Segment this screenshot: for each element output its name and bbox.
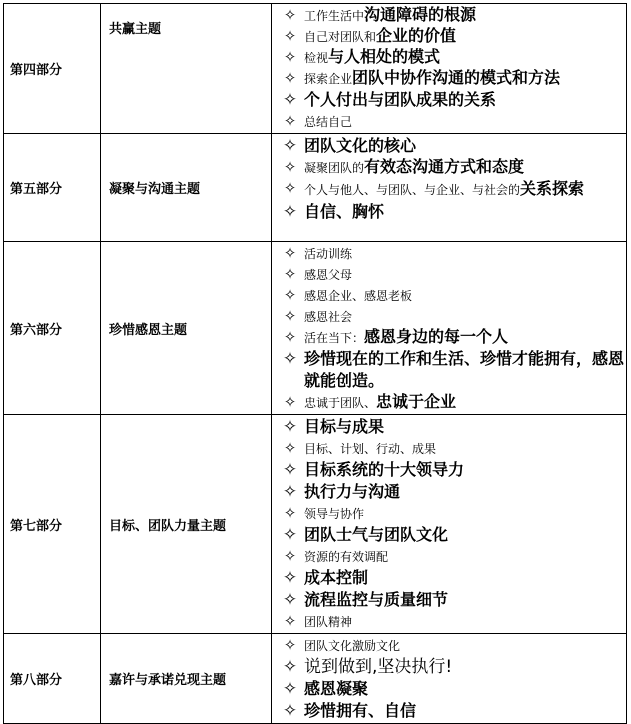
list-item [280,503,626,524]
topic-list [280,135,626,223]
diamond-bullet-icon: ✧ [283,69,297,87]
item-emphasis: 团队中协作沟通的模式和方法 [352,68,561,87]
diamond-bullet-icon: ✧ [283,179,297,197]
course-table [3,3,627,724]
list-item [280,327,626,348]
item-text: 感恩社会 [304,310,353,324]
item-text: 自己对团队和 [304,30,377,44]
diamond-bullet-icon: ✧ [283,6,297,24]
diamond-bullet-icon: ✧ [283,112,297,130]
theme-label: 共赢主题 [101,4,272,134]
list-item [280,243,626,264]
table-row [4,134,627,242]
diamond-bullet-icon: ✧ [282,349,298,369]
item-text: 凝聚团队的 [304,161,365,175]
item-emphasis: 感恩身边的每一个人 [364,327,509,346]
item-text: 工作生活中 [304,9,365,23]
item-text: 活在当下： [304,331,365,345]
part-label: 第八部分 [4,634,101,724]
diamond-bullet-icon: ✧ [282,90,298,110]
item-text: 领导与协作 [304,507,365,521]
item-emphasis: 个人付出与团队成果的关系 [304,90,497,109]
item-emphasis: 沟通障碍的根源 [364,5,477,24]
diamond-bullet-icon: ✧ [282,460,298,480]
item-emphasis: 团队文化的核心 [304,136,417,155]
topic-list [280,5,626,132]
list-item [280,524,626,546]
item-emphasis: 目标系统的十大领导力 [304,460,465,479]
list-item [280,285,626,306]
diamond-bullet-icon: ✧ [283,48,297,66]
diamond-bullet-icon: ✧ [283,27,297,45]
item-emphasis: 企业的价值 [376,26,457,45]
list-item [280,47,626,68]
diamond-bullet-icon: ✧ [283,612,297,630]
item-text: 团队文化激励文化 [304,639,401,653]
topic-list-cell [272,134,627,242]
list-item [280,348,626,392]
list-item [280,264,626,285]
topic-list [280,416,626,632]
item-emphasis: 流程监控与质量细节 [304,590,449,609]
diamond-bullet-icon: ✧ [282,590,298,610]
list-item [280,392,626,413]
item-text: 感恩父母 [304,268,353,282]
list-item [280,635,626,656]
diamond-bullet-icon: ✧ [283,547,297,565]
topic-list-cell [272,4,627,134]
list-item [280,135,626,157]
item-text: 目标、计划、行动、成果 [304,442,437,456]
list-item [280,5,626,26]
diamond-bullet-icon: ✧ [283,393,297,411]
diamond-bullet-icon: ✧ [282,482,298,502]
item-emphasis: 成本控制 [304,568,369,587]
list-item [280,589,626,611]
list-item [280,89,626,111]
diamond-bullet-icon: ✧ [282,679,298,699]
table-row [4,415,627,634]
list-item [280,416,626,438]
list-item [280,438,626,459]
table-row [4,634,627,724]
item-emphasis: 目标与成果 [304,417,385,436]
diamond-bullet-icon: ✧ [282,568,298,588]
item-text: 忠诚于团队、 [304,396,377,410]
item-text: 活动训练 [304,247,353,261]
item-emphasis: 忠诚于企业 [376,392,457,411]
table-row [4,4,627,134]
part-label: 第四部分 [4,4,101,134]
part-label: 第七部分 [4,415,101,634]
item-text: 团队精神 [304,615,353,629]
diamond-bullet-icon: ✧ [283,439,297,457]
diamond-bullet-icon: ✧ [282,417,298,437]
list-item [280,111,626,132]
item-text: 个人与他人、与团队、与企业、与社会的 [304,183,521,197]
topic-list-cell [272,242,627,415]
item-emphasis: 执行力与沟通 [304,482,401,501]
diamond-bullet-icon: ✧ [283,286,297,304]
diamond-bullet-icon: ✧ [282,701,298,721]
theme-label: 凝聚与沟通主题 [101,134,272,242]
list-item [280,700,626,722]
item-emphasis: 珍惜现在的工作和生活、珍惜才能拥有，感恩就能创造。 [304,349,625,390]
item-text: 总结自己 [304,115,353,129]
topic-list [280,635,626,722]
item-emphasis: 说到做到,坚决执行! [304,657,453,677]
theme-label: 目标、团队力量主题 [101,415,272,634]
diamond-bullet-icon: ✧ [283,158,297,176]
list-item [280,201,626,223]
topic-list-cell [272,415,627,634]
list-item [280,481,626,503]
theme-label: 珍惜感恩主题 [101,242,272,415]
theme-label: 嘉许与承诺兑现主题 [101,634,272,724]
list-item [280,26,626,47]
diamond-bullet-icon: ✧ [282,202,298,222]
diamond-bullet-icon: ✧ [282,525,298,545]
list-item [280,459,626,481]
item-emphasis: 有效态沟通方式和态度 [364,157,525,176]
item-text: 检视 [304,51,329,65]
part-label: 第五部分 [4,134,101,242]
list-item [280,611,626,632]
topic-list [280,243,626,413]
item-emphasis: 与人相处的模式 [328,47,441,66]
item-text: 感恩企业、感恩老板 [304,289,413,303]
list-item [280,68,626,89]
diamond-bullet-icon: ✧ [283,636,297,654]
item-text: 资源的有效调配 [304,550,389,564]
diamond-bullet-icon: ✧ [282,657,298,677]
item-text: 探索企业 [304,72,353,86]
topic-list-cell [272,634,627,724]
list-item [280,656,626,678]
item-emphasis: 关系探索 [520,179,585,198]
diamond-bullet-icon: ✧ [283,504,297,522]
part-label: 第六部分 [4,242,101,415]
item-emphasis: 珍惜拥有、自信 [304,701,417,720]
diamond-bullet-icon: ✧ [282,136,298,156]
item-emphasis: 团队士气与团队文化 [304,525,449,544]
diamond-bullet-icon: ✧ [283,244,297,262]
list-item [280,306,626,327]
list-item [280,546,626,567]
list-item [280,178,626,201]
list-item [280,567,626,589]
item-emphasis: 感恩凝聚 [304,679,369,698]
list-item [280,157,626,178]
list-item [280,678,626,700]
item-emphasis: 自信、胸怀 [304,202,385,221]
diamond-bullet-icon: ✧ [283,328,297,346]
table-row [4,242,627,415]
diamond-bullet-icon: ✧ [283,265,297,283]
diamond-bullet-icon: ✧ [283,307,297,325]
